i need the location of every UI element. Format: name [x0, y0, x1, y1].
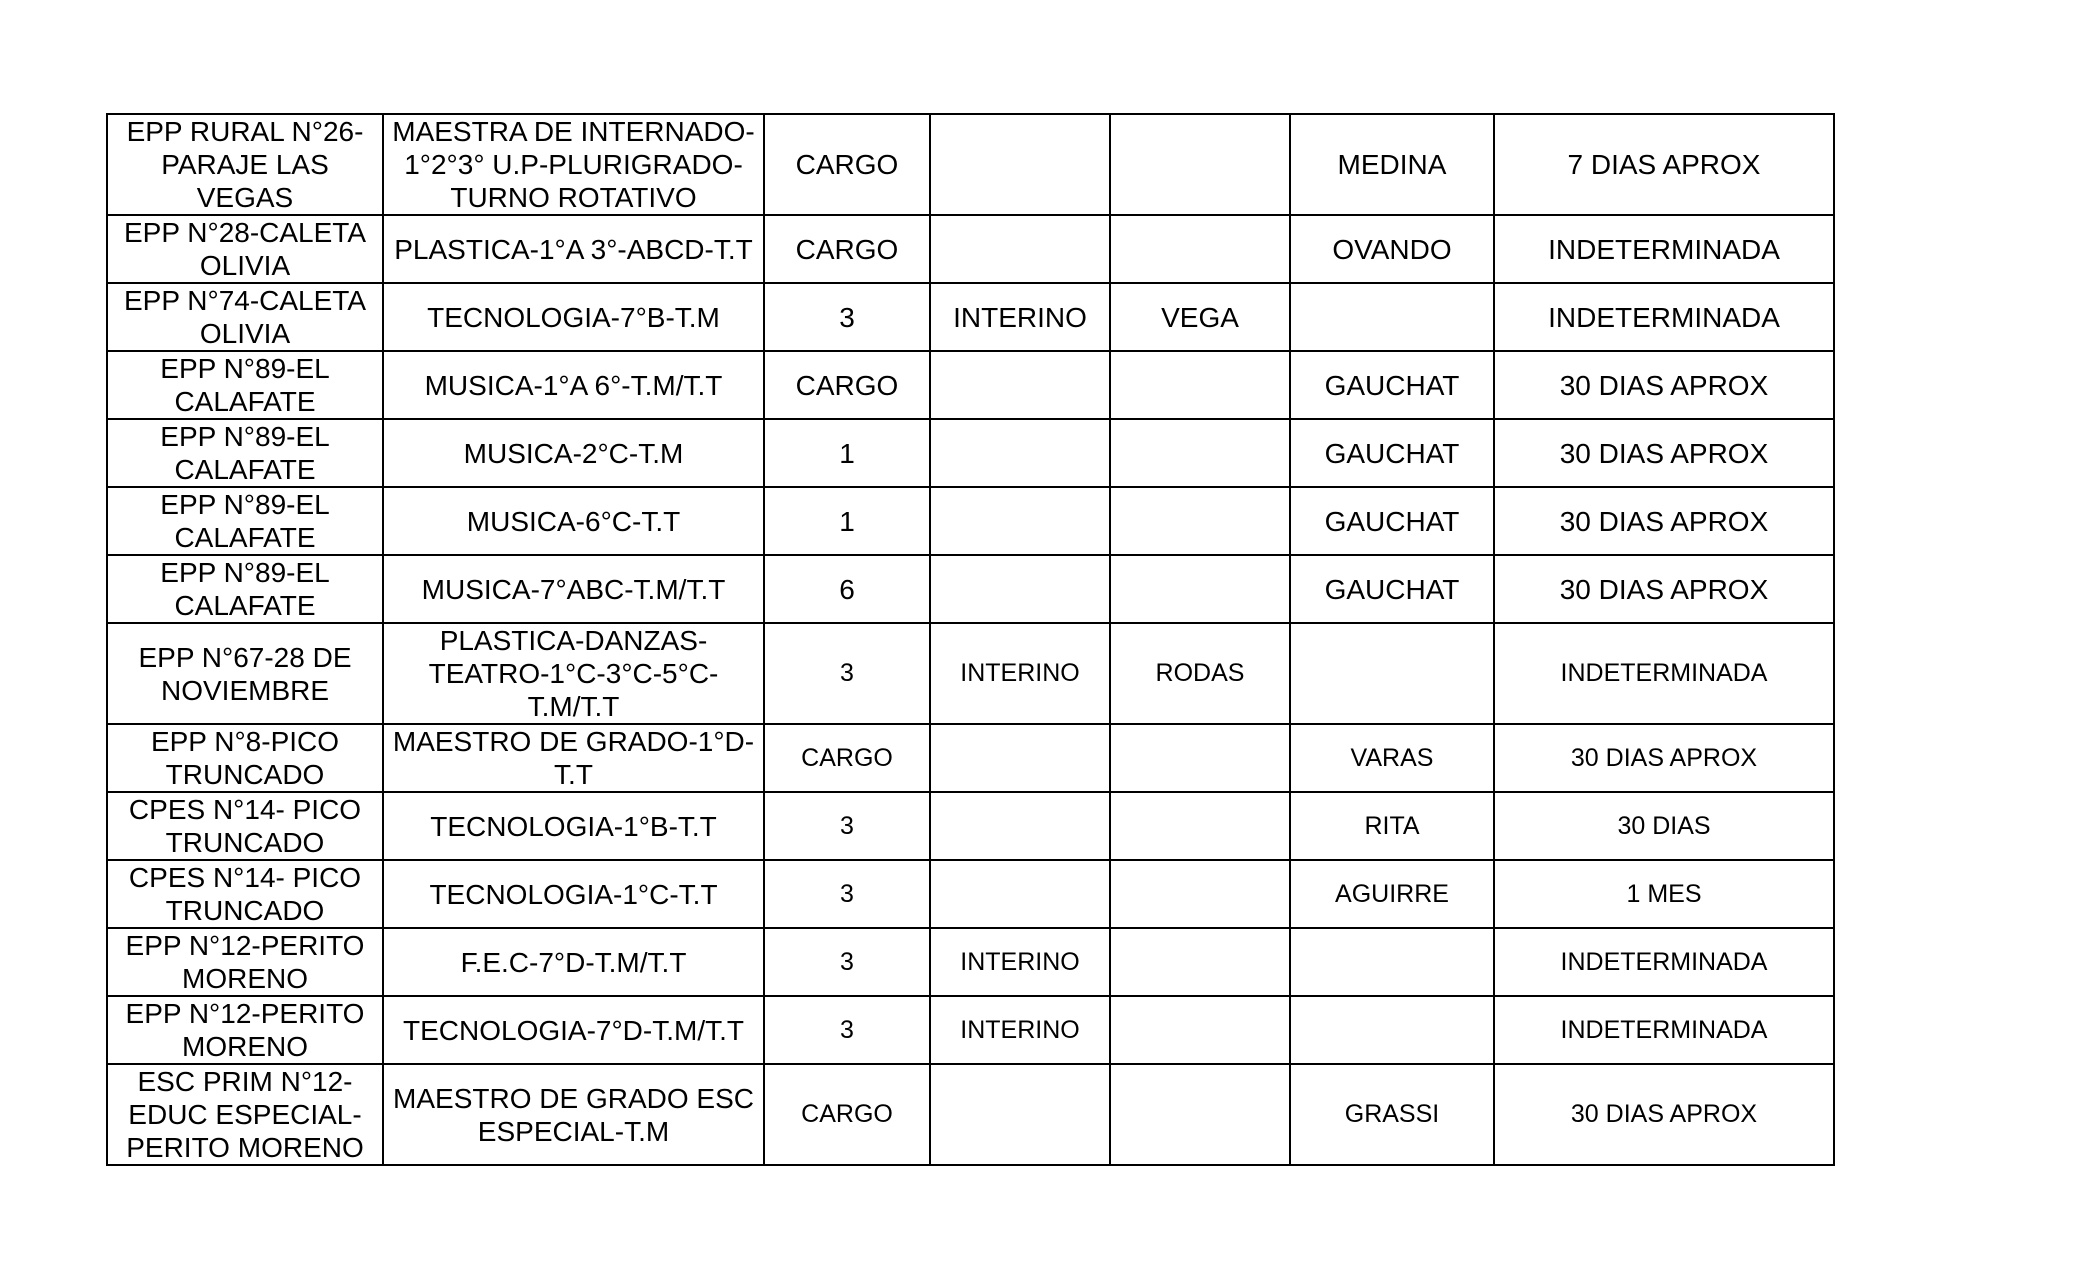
table-row	[107, 623, 1834, 724]
status-cell: INTERINO	[930, 928, 1110, 996]
position-cell: MUSICA-7°ABC-T.M/T.T	[383, 555, 764, 623]
table-row	[107, 215, 1834, 283]
status-cell	[930, 487, 1110, 555]
hours-cell: 3	[764, 928, 930, 996]
duration-cell: 7 DIAS APROX	[1494, 114, 1834, 215]
status-cell: INTERINO	[930, 996, 1110, 1064]
school-cell: EPP N°8-PICO TRUNCADO	[107, 724, 383, 792]
position-cell: PLASTICA-1°A 3°-ABCD-T.T	[383, 215, 764, 283]
duration-cell: 30 DIAS APROX	[1494, 555, 1834, 623]
school-cell: EPP RURAL N°26-PARAJE LAS VEGAS	[107, 114, 383, 215]
status-cell	[930, 860, 1110, 928]
status-cell	[930, 724, 1110, 792]
hours-cell: 3	[764, 283, 930, 351]
hours-cell: 1	[764, 487, 930, 555]
hours-cell: 6	[764, 555, 930, 623]
substitute-cell	[1290, 623, 1494, 724]
school-cell: ESC PRIM N°12-EDUC ESPECIAL-PERITO MORENO	[107, 1064, 383, 1165]
status-cell	[930, 792, 1110, 860]
substitute-cell	[1290, 996, 1494, 1064]
duration-cell: 30 DIAS APROX	[1494, 1064, 1834, 1165]
table-row	[107, 555, 1834, 623]
substitute-cell	[1290, 928, 1494, 996]
substitute-cell: VARAS	[1290, 724, 1494, 792]
status-cell	[930, 215, 1110, 283]
school-cell: EPP N°89-EL CALAFATE	[107, 555, 383, 623]
holder-cell	[1110, 996, 1290, 1064]
hours-cell: CARGO	[764, 724, 930, 792]
position-cell: MAESTRO DE GRADO-1°D-T.T	[383, 724, 764, 792]
hours-cell: 3	[764, 623, 930, 724]
duration-cell: INDETERMINADA	[1494, 283, 1834, 351]
duration-cell: 1 MES	[1494, 860, 1834, 928]
position-cell: MAESTRO DE GRADO ESC ESPECIAL-T.M	[383, 1064, 764, 1165]
position-cell: MUSICA-1°A 6°-T.M/T.T	[383, 351, 764, 419]
table-row	[107, 792, 1834, 860]
holder-cell: VEGA	[1110, 283, 1290, 351]
substitute-cell: AGUIRRE	[1290, 860, 1494, 928]
position-cell: MAESTRA DE INTERNADO-1°2°3° U.P-PLURIGRADO-TURNO ROTATIVO	[383, 114, 764, 215]
holder-cell	[1110, 860, 1290, 928]
school-cell: CPES N°14- PICO TRUNCADO	[107, 860, 383, 928]
hours-cell: CARGO	[764, 215, 930, 283]
duration-cell: 30 DIAS APROX	[1494, 724, 1834, 792]
duration-cell: INDETERMINADA	[1494, 928, 1834, 996]
holder-cell	[1110, 114, 1290, 215]
holder-cell: RODAS	[1110, 623, 1290, 724]
status-cell	[930, 419, 1110, 487]
position-cell: MUSICA-2°C-T.M	[383, 419, 764, 487]
substitute-cell: GAUCHAT	[1290, 351, 1494, 419]
position-cell: TECNOLOGIA-1°B-T.T	[383, 792, 764, 860]
school-cell: EPP N°89-EL CALAFATE	[107, 419, 383, 487]
hours-cell: CARGO	[764, 351, 930, 419]
holder-cell	[1110, 215, 1290, 283]
substitute-cell: GAUCHAT	[1290, 555, 1494, 623]
table-row	[107, 860, 1834, 928]
status-cell: INTERINO	[930, 623, 1110, 724]
substitute-cell: MEDINA	[1290, 114, 1494, 215]
holder-cell	[1110, 351, 1290, 419]
hours-cell: CARGO	[764, 1064, 930, 1165]
duration-cell: INDETERMINADA	[1494, 996, 1834, 1064]
substitute-cell: OVANDO	[1290, 215, 1494, 283]
hours-cell: CARGO	[764, 114, 930, 215]
substitute-cell: GAUCHAT	[1290, 487, 1494, 555]
hours-cell: 3	[764, 996, 930, 1064]
hours-cell: 3	[764, 792, 930, 860]
status-cell	[930, 555, 1110, 623]
position-cell: PLASTICA-DANZAS-TEATRO-1°C-3°C-5°C-T.M/T.T	[383, 623, 764, 724]
holder-cell	[1110, 792, 1290, 860]
hours-cell: 1	[764, 419, 930, 487]
position-cell: F.E.C-7°D-T.M/T.T	[383, 928, 764, 996]
school-cell: EPP N°74-CALETA OLIVIA	[107, 283, 383, 351]
school-cell: EPP N°28-CALETA OLIVIA	[107, 215, 383, 283]
substitute-cell: GRASSI	[1290, 1064, 1494, 1165]
table-row	[107, 351, 1834, 419]
holder-cell	[1110, 555, 1290, 623]
position-cell: TECNOLOGIA-7°D-T.M/T.T	[383, 996, 764, 1064]
table-row	[107, 487, 1834, 555]
position-cell: TECNOLOGIA-7°B-T.M	[383, 283, 764, 351]
vacancies-table	[106, 113, 1835, 1166]
school-cell: EPP N°12-PERITO MORENO	[107, 996, 383, 1064]
school-cell: EPP N°67-28 DE NOVIEMBRE	[107, 623, 383, 724]
substitute-cell	[1290, 283, 1494, 351]
status-cell: INTERINO	[930, 283, 1110, 351]
duration-cell: 30 DIAS APROX	[1494, 419, 1834, 487]
substitute-cell: RITA	[1290, 792, 1494, 860]
table-row	[107, 724, 1834, 792]
school-cell: CPES N°14- PICO TRUNCADO	[107, 792, 383, 860]
table-row	[107, 283, 1834, 351]
holder-cell	[1110, 1064, 1290, 1165]
duration-cell: 30 DIAS APROX	[1494, 351, 1834, 419]
position-cell: TECNOLOGIA-1°C-T.T	[383, 860, 764, 928]
table-row	[107, 1064, 1834, 1165]
holder-cell	[1110, 928, 1290, 996]
table-row	[107, 114, 1834, 215]
holder-cell	[1110, 487, 1290, 555]
position-cell: MUSICA-6°C-T.T	[383, 487, 764, 555]
table-row	[107, 419, 1834, 487]
table-row	[107, 996, 1834, 1064]
school-cell: EPP N°89-EL CALAFATE	[107, 351, 383, 419]
hours-cell: 3	[764, 860, 930, 928]
status-cell	[930, 351, 1110, 419]
duration-cell: INDETERMINADA	[1494, 215, 1834, 283]
duration-cell: INDETERMINADA	[1494, 623, 1834, 724]
status-cell	[930, 1064, 1110, 1165]
substitute-cell: GAUCHAT	[1290, 419, 1494, 487]
holder-cell	[1110, 724, 1290, 792]
duration-cell: 30 DIAS APROX	[1494, 487, 1834, 555]
duration-cell: 30 DIAS	[1494, 792, 1834, 860]
status-cell	[930, 114, 1110, 215]
school-cell: EPP N°89-EL CALAFATE	[107, 487, 383, 555]
table-row	[107, 928, 1834, 996]
holder-cell	[1110, 419, 1290, 487]
school-cell: EPP N°12-PERITO MORENO	[107, 928, 383, 996]
